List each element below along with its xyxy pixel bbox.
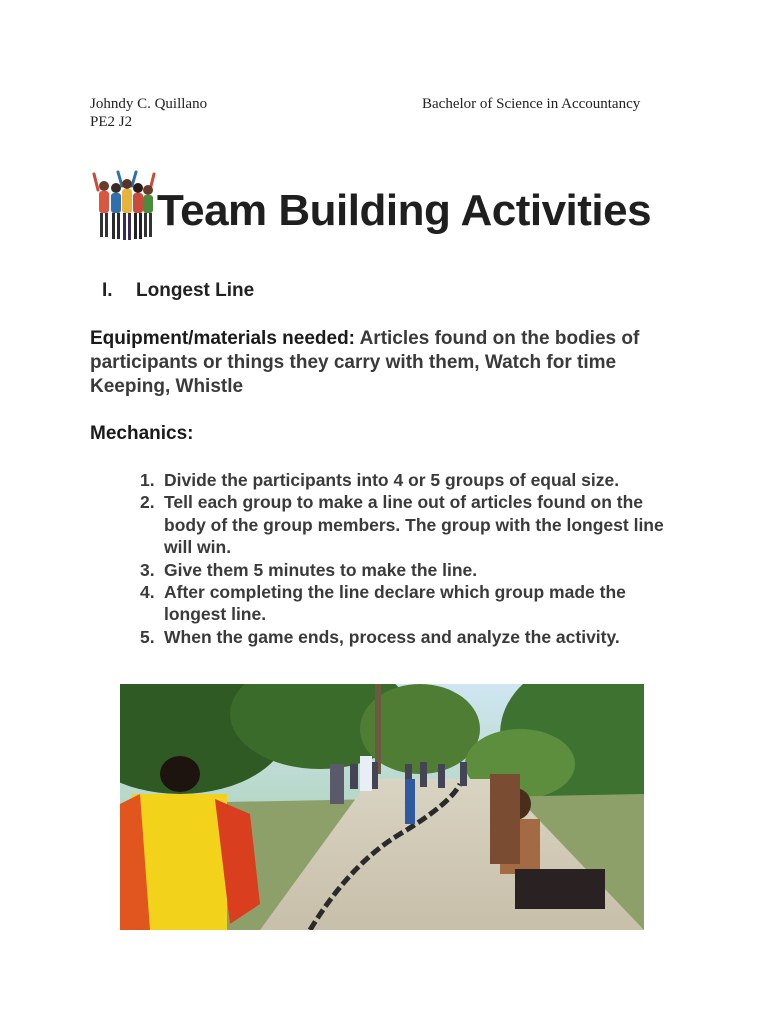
- step-number: 5.: [140, 626, 155, 647]
- author-name: Johndy C. Quillano: [90, 96, 208, 112]
- step-item: [140, 581, 680, 626]
- program-name: Bachelor of Science in Accountancy: [422, 96, 641, 112]
- step-item: [140, 626, 680, 648]
- step-item: [140, 469, 680, 491]
- step-text: Tell each group to make a line out of articles found on the body of the group members. The group with the longest line will win.: [164, 492, 664, 558]
- step-text: After completing the line declare which group made the longest line.: [164, 582, 626, 625]
- course-code: PE2 J2: [90, 114, 133, 130]
- step-number: 4.: [140, 582, 155, 603]
- team-people-icon: [92, 168, 156, 244]
- photo-illustration: [120, 684, 644, 930]
- outdoor-team-game-photo: [120, 684, 644, 930]
- equipment-label: Equipment/materials needed:: [90, 328, 356, 349]
- mechanics-steps: [140, 469, 680, 648]
- banner-title: Team Building Activities: [157, 186, 652, 235]
- equipment-paragraph: [90, 327, 690, 399]
- step-item: [140, 559, 680, 581]
- step-number: 2.: [140, 492, 155, 513]
- step-text: When the game ends, process and analyze the activity.: [164, 626, 620, 647]
- step-text: Give them 5 minutes to make the line.: [164, 559, 478, 580]
- section-title: Longest Line: [136, 280, 255, 301]
- section-heading: [102, 280, 254, 302]
- section-numeral: I.: [102, 280, 113, 301]
- step-number: 3.: [140, 559, 155, 580]
- step-number: 1.: [140, 470, 155, 490]
- header-left: [90, 95, 207, 131]
- title-banner: [92, 168, 692, 248]
- step-item: [140, 491, 680, 558]
- equipment-text: Articles found on the bodies of participants or things they carry with them, Watch for time Keeping, Whistle: [90, 328, 640, 397]
- mechanics-label: Mechanics:: [90, 423, 194, 444]
- step-text: Divide the participants into 4 or 5 groups of equal size.: [164, 470, 620, 490]
